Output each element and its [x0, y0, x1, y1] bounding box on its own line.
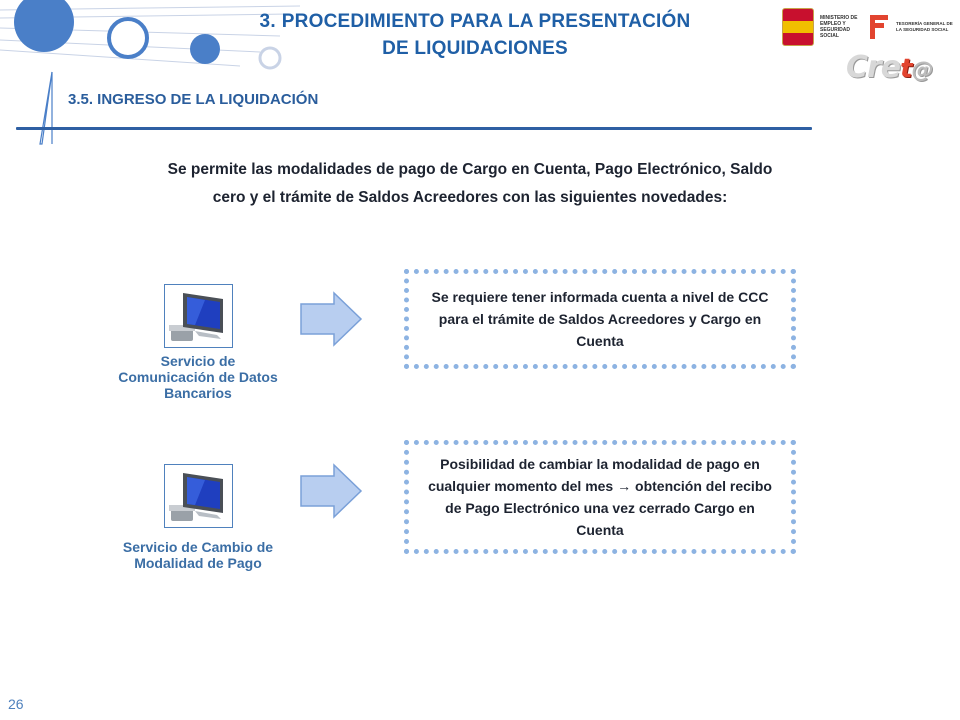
institution-logos — [782, 6, 956, 48]
service-label-bank-data: Servicio de Comunicación de Datos Bancarios — [118, 353, 278, 401]
intro-line-1: Se permite las modalidades de pago de Cargo en Cuenta, Pago Electrónico, Saldo — [167, 161, 773, 178]
detail-box-bank-data — [404, 269, 796, 369]
title-line-1: PROCEDIMIENTO PARA LA PRESENTACIÓN — [281, 11, 691, 32]
cret-logo-red: t — [900, 54, 912, 84]
tgss-logo-icon — [868, 12, 890, 42]
arrow-right-icon — [298, 290, 364, 348]
title-number: 3. — [259, 11, 276, 32]
cret-logo-text: Cre — [846, 50, 901, 85]
cret-logo — [846, 50, 951, 88]
service-label-payment-mode: Servicio de Cambio de Modalidad de Pago — [122, 539, 274, 571]
title-line-2: DE LIQUIDACIONES — [382, 38, 568, 59]
detail-text-part-1: Posibilidad de cambiar la modalidad de pago en cualquier momento del mes — [428, 456, 760, 494]
service-computer-tile — [164, 464, 233, 528]
cret-logo-at: @ — [911, 58, 933, 83]
ministry-logo-text: MINISTERIO DE EMPLEO Y SEGURIDAD SOCIAL — [820, 15, 858, 39]
intro-line-2: cero y el trámite de Saldos Acreedores con las siguientes novedades: — [212, 189, 728, 206]
section-subtitle: 3.5. INGRESO DE LA LIQUIDACIÓN — [68, 91, 319, 108]
detail-box-payment-mode — [404, 440, 796, 554]
intro-paragraph — [100, 156, 840, 212]
detail-text-bank-data: Se requiere tener informada cuenta a nivel de CCC para el trámite de Saldos Acreedores y Cargo en Cuenta — [431, 289, 769, 349]
detail-text-payment-mode — [423, 453, 777, 541]
section-rule — [16, 127, 812, 130]
inline-arrow-icon: → — [617, 478, 632, 494]
tgss-logo-text: TESORERÍA GENERAL DE LA SEGURIDAD SOCIAL — [896, 21, 953, 32]
page-number: 26 — [8, 696, 24, 712]
service-computer-tile — [164, 284, 233, 348]
detail-text-part-2: obtención del recibo de Pago Electrónico una vez cerrado Cargo en Cuenta — [445, 478, 772, 538]
coat-of-arms-icon — [782, 8, 814, 46]
computer-icon — [165, 285, 232, 347]
page-title — [215, 8, 735, 62]
computer-icon — [165, 465, 232, 527]
arrow-right-icon — [298, 462, 364, 520]
